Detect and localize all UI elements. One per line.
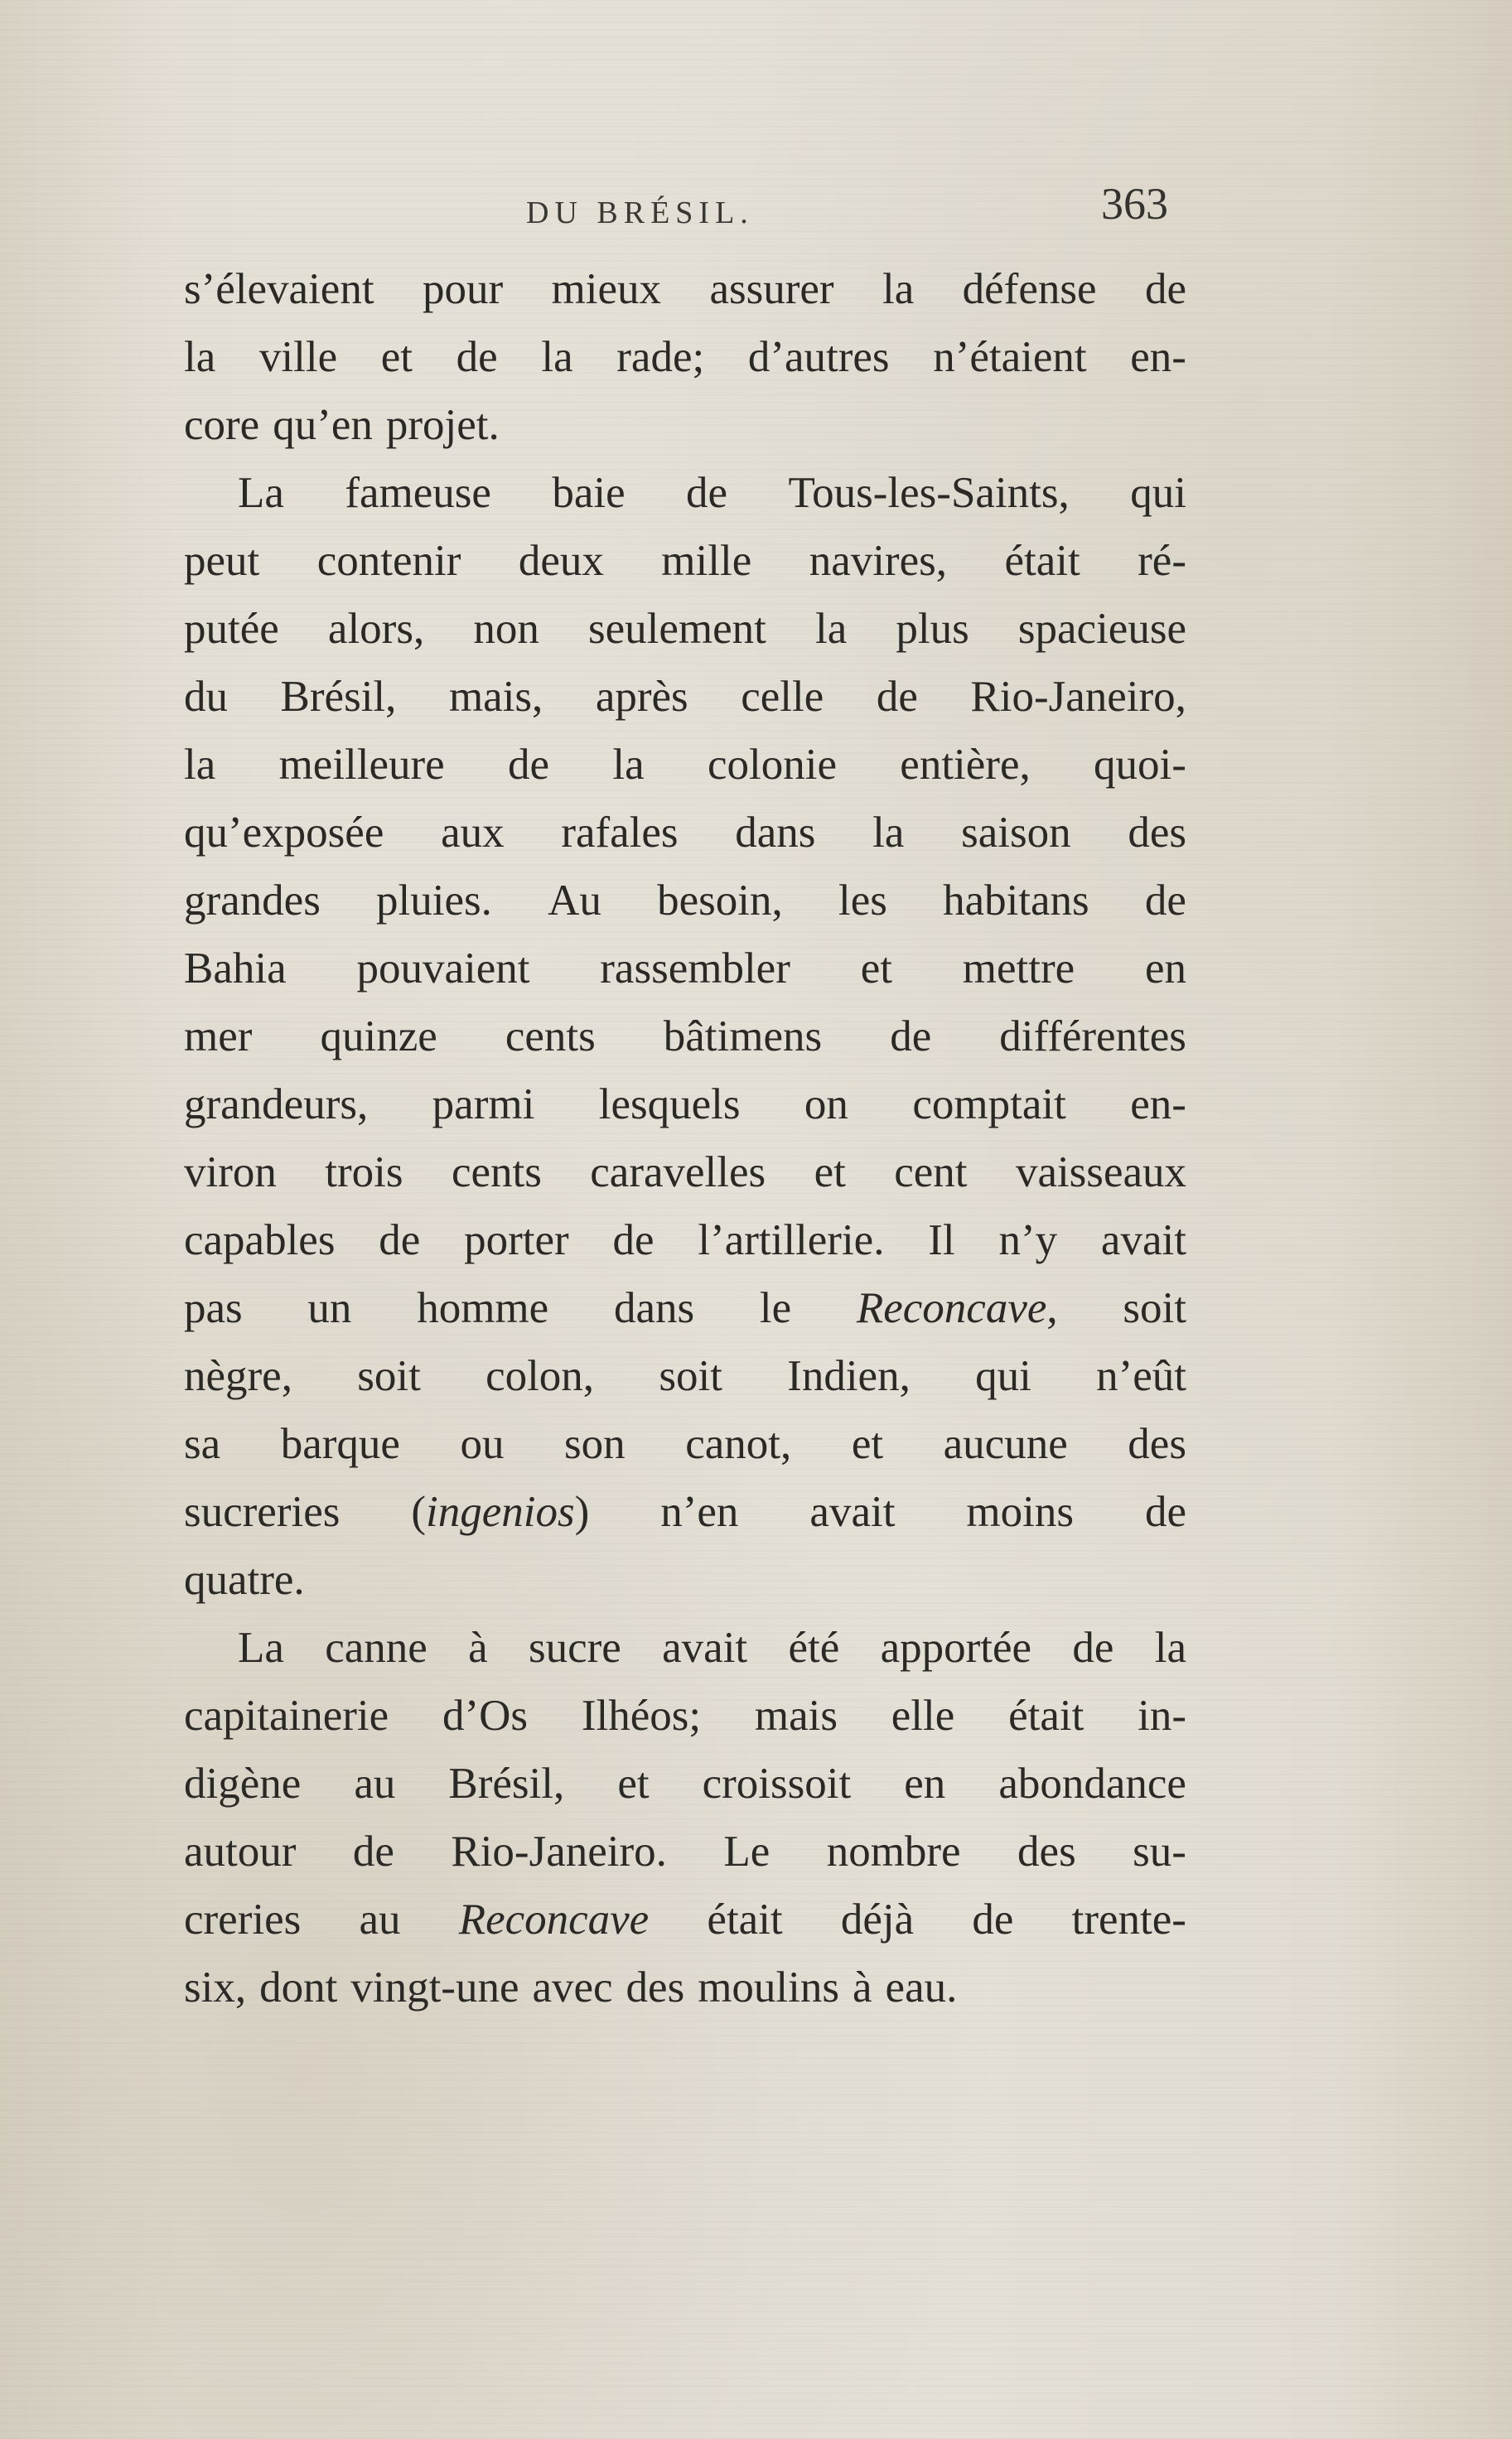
text-line: la ville et de la rade; d’autres n’étaient en- (184, 333, 1186, 381)
text-line: creries au Reconcave était déjà de trente- (184, 1896, 1186, 1944)
text-line: autour de Rio-Janeiro. Le nombre des su- (184, 1828, 1186, 1876)
paragraph (184, 255, 1186, 459)
text-line: core qu’en projet. (184, 401, 500, 449)
text-line: pas un homme dans le Reconcave, soit (184, 1284, 1186, 1332)
text-line: six, dont vingt-une avec des moulins à eau. (184, 1963, 958, 2012)
text-line: La fameuse baie de Tous-les-Saints, qui (238, 469, 1186, 517)
text-line: grandeurs, parmi lesquels on comptait en- (184, 1080, 1186, 1128)
text-line: la meilleure de la colonie entière, quoi- (184, 741, 1186, 789)
running-title: DU BRÉSIL. (526, 196, 754, 230)
text-line: s’élevaient pour mieux assurer la défense de (184, 265, 1186, 313)
paragraph (184, 459, 1186, 1614)
text-line: viron trois cents caravelles et cent vaisseaux (184, 1148, 1186, 1196)
text-line: Bahia pouvaient rassembler et mettre en (184, 944, 1186, 993)
paragraph (184, 1614, 1186, 2021)
text-line: quatre. (184, 1556, 305, 1604)
text-line: peut contenir deux mille navires, était ré- (184, 537, 1186, 585)
text-line: nègre, soit colon, soit Indien, qui n’eût (184, 1352, 1186, 1400)
text-line: putée alors, non seulement la plus spacieuse (184, 605, 1186, 653)
text-line: du Brésil, mais, après celle de Rio-Janeiro, (184, 673, 1186, 721)
text-line: qu’exposée aux rafales dans la saison des (184, 809, 1186, 857)
text-line: grandes pluies. Au besoin, les habitans de (184, 877, 1186, 925)
body-text (184, 255, 1186, 2021)
text-line: sucreries (ingenios) n’en avait moins de (184, 1488, 1186, 1536)
text-line: sa barque ou son canot, et aucune des (184, 1420, 1186, 1468)
text-line: mer quinze cents bâtimens de différentes (184, 1012, 1186, 1060)
text-line: capitainerie d’Os Ilhéos; mais elle était in- (184, 1692, 1186, 1740)
text-line: capables de porter de l’artillerie. Il n’y avait (184, 1216, 1186, 1264)
text-line: La canne à sucre avait été apportée de la (238, 1624, 1186, 1672)
text-line: digène au Brésil, et croissoit en abondance (184, 1760, 1186, 1808)
page-header (182, 178, 1185, 236)
page-number: 363 (1101, 179, 1168, 229)
